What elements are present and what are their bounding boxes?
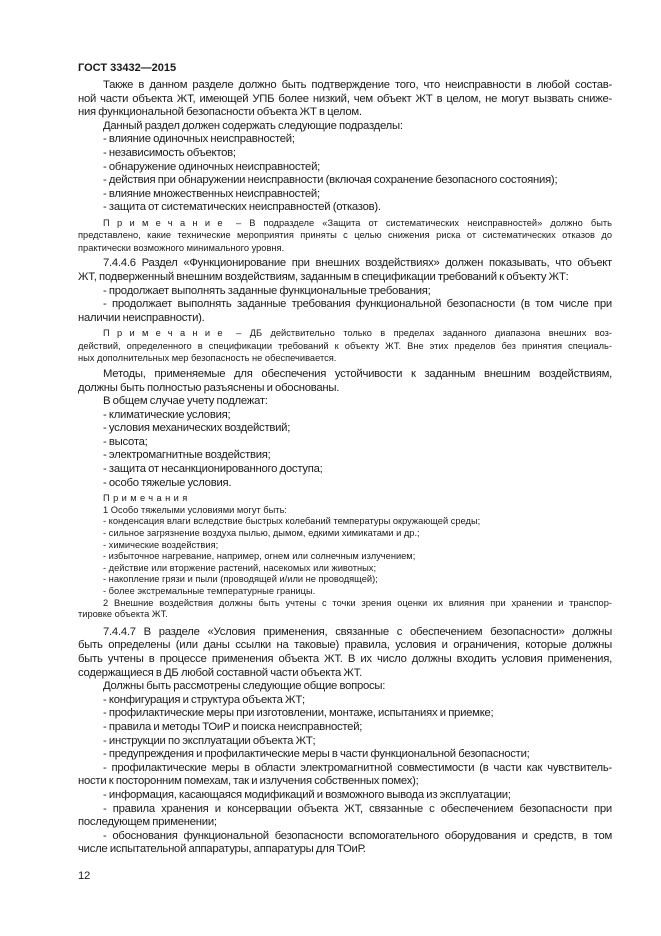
text-line: - накопление грязи и пыли (проводящей и/или не проводящей);	[103, 574, 378, 585]
text-line: ЖТ, подверженный внешним воздействиям, заданным в спецификации требований к объекту ЖТ:	[78, 271, 569, 284]
notes-label: Примечания	[103, 493, 191, 504]
text-line: - защита от несанкционированного доступа;	[103, 463, 323, 476]
text-line: - независимость объектов;	[103, 146, 236, 159]
text-line: Данный раздел должен содержать следующие подразделы:	[103, 119, 403, 132]
note-systematic-faults	[78, 217, 612, 255]
text-line: 7.4.4.6 Раздел «Функционирование при внешних воздействиях» должен показывать, что объект	[103, 257, 612, 270]
list-item-paragraph	[78, 298, 612, 325]
text-line: - высота;	[103, 435, 148, 448]
text-line: - обоснования функциональной безопасности вспомогательного оборудования и средств, в том	[103, 829, 612, 842]
note-text: – ДБ действительно только в пределах заданного диапазона внешних воз-	[236, 328, 612, 339]
text-line: быть определены (или даны ссылки на таковые) правила, условия и ограничения, которые должны	[78, 639, 612, 652]
text-line: - сильное загрязнение воздуха пылью, дымом, едкими химикатами и др.;	[103, 528, 420, 539]
text-line: - профилактические меры при изготовлении, монтаже, испытаниях и приемке;	[103, 707, 494, 720]
text-line: ной части объекта ЖТ, имеющей УПБ более низкий, чем объект ЖТ в целом, не могут вызвать сниже-	[78, 92, 612, 105]
note-text: – В подразделе «Защита от систематических неисправностей» должно быть	[235, 217, 612, 228]
text-line: практически возможного минимального уровня.	[78, 242, 285, 253]
considerations-list	[78, 395, 612, 490]
text-line: наличии неисправности).	[78, 311, 205, 324]
text-line: числе испытательной аппаратуры, аппаратуры для ТОиР.	[78, 843, 366, 856]
text-line: Также в данном разделе должно быть подтверждение того, что неисправности в любой состав-	[103, 79, 612, 91]
document-header: ГОСТ 33432—2015	[78, 62, 177, 74]
text-line: быть учтены в процессе применения объекта ЖТ. В их число должны входить условия применения,	[78, 652, 612, 665]
section-7-4-4-7	[78, 626, 612, 680]
text-line: - конденсация влаги вследствие быстрых колебаний температуры окружающей среды;	[103, 516, 481, 527]
text-line: - особо тяжелые условия.	[103, 476, 232, 489]
list-item-paragraph	[78, 803, 612, 830]
note-2	[78, 598, 612, 621]
text-line: - избыточное нагревание, например, огнем или солнечным излучением;	[103, 551, 416, 562]
text-line: содержащиеся в ДБ любой составной части объекта ЖТ.	[78, 666, 363, 679]
note-line	[78, 217, 612, 230]
text-line: 2 Внешние воздействия должны быть учтены с точки зрения оценки их влияния при хранении и транспор-	[103, 597, 612, 608]
list-item	[78, 789, 612, 803]
text-line: 7.4.4.7 В разделе «Условия применения, связанные с обеспечением безопасности» должны	[103, 625, 612, 638]
page-number: 12	[78, 869, 91, 882]
list-item-paragraph	[78, 830, 612, 857]
note-label: Примечание	[103, 328, 230, 339]
text-line: В общем случае учету подлежат:	[103, 395, 268, 408]
text-line: последующем применении;	[78, 816, 217, 829]
text-line: должны быть полностью разъяснены и обоснованы.	[78, 381, 340, 394]
notes-list	[78, 493, 612, 597]
subsections-list	[78, 120, 612, 215]
text-line: - конфигурация и структура объекта ЖТ;	[103, 693, 305, 706]
text-line: - предупреждения и профилактические меры в части функциональной безопасности;	[103, 748, 530, 761]
text-line: действий, определенного в спецификации требований к объекту ЖТ. Вне этих пределов без принятия специаль-	[78, 340, 612, 351]
text-line: - влияние одиночных неисправностей;	[103, 133, 295, 146]
text-line: - продолжает выполнять заданные требования функциональной безопасности (в том числе при	[103, 298, 612, 311]
text-line: - правила хранения и консервации объекта ЖТ, связанные с обеспечением безопасности при	[103, 802, 612, 815]
text-line: - условия механических воздействий;	[103, 422, 291, 435]
text-line: - влияние множественных неисправностей;	[103, 187, 320, 200]
list-item-paragraph	[78, 762, 612, 789]
text-line: - действия при обнаружении неисправности (включая сохранение безопасного состояния);	[103, 174, 558, 187]
text-line: - климатические условия;	[103, 408, 231, 421]
paragraph-methods	[78, 368, 612, 395]
paragraph-intro	[78, 79, 612, 120]
text-line: - химические воздействия;	[103, 539, 219, 550]
text-line: - защита от систематических неисправностей (отказов).	[103, 201, 381, 214]
text-line: 1 Особо тяжелыми условиями могут быть:	[103, 504, 287, 515]
questions-list	[78, 680, 612, 762]
text-line: - информация, касающаяся модификаций и возможного вывода из эксплуатации;	[103, 788, 511, 801]
text-line: Методы, применяемые для обеспечения устойчивости к заданным внешним воздействиям,	[103, 367, 612, 380]
list-item	[78, 285, 612, 299]
note-line	[78, 327, 612, 340]
text-line: - профилактические меры в области электромагнитной совместимости (в части как чувствитель-	[103, 761, 612, 774]
text-line: ния функциональной безопасности объекта ЖТ в целом.	[78, 106, 362, 119]
text-line: - правила и методы ТОиР и поиска неисправностей;	[103, 720, 363, 733]
text-line: - инструкции по эксплуатации объекта ЖТ;	[103, 734, 316, 747]
text-line: - обнаружение одиночных неисправностей;	[103, 160, 321, 173]
text-line: - электромагнитные воздействия;	[103, 449, 271, 462]
note-external-influences	[78, 327, 612, 365]
note-label: Примечание	[103, 217, 230, 228]
text-line: - действие или вторжение растений, насекомых или животных;	[103, 562, 377, 573]
text-line: ности к посторонним помехам, так и излучения собственных помех);	[78, 775, 419, 788]
text-line: тировке объекта ЖТ.	[78, 609, 168, 620]
text-line: - более экстремальные температурные границы.	[103, 586, 316, 596]
section-7-4-4-6	[78, 257, 612, 284]
text-line: - продолжает выполнять заданные функциональные требования;	[103, 284, 431, 297]
text-line: представлено, какие технические мероприятия приняты с целью снижения риска от систематических отказов до	[78, 230, 612, 241]
text-line: Должны быть рассмотрены следующие общие вопросы:	[103, 680, 386, 693]
notes-heading	[78, 493, 612, 505]
text-line: ных дополнительных мер безопасность не обеспечивается.	[78, 353, 337, 364]
